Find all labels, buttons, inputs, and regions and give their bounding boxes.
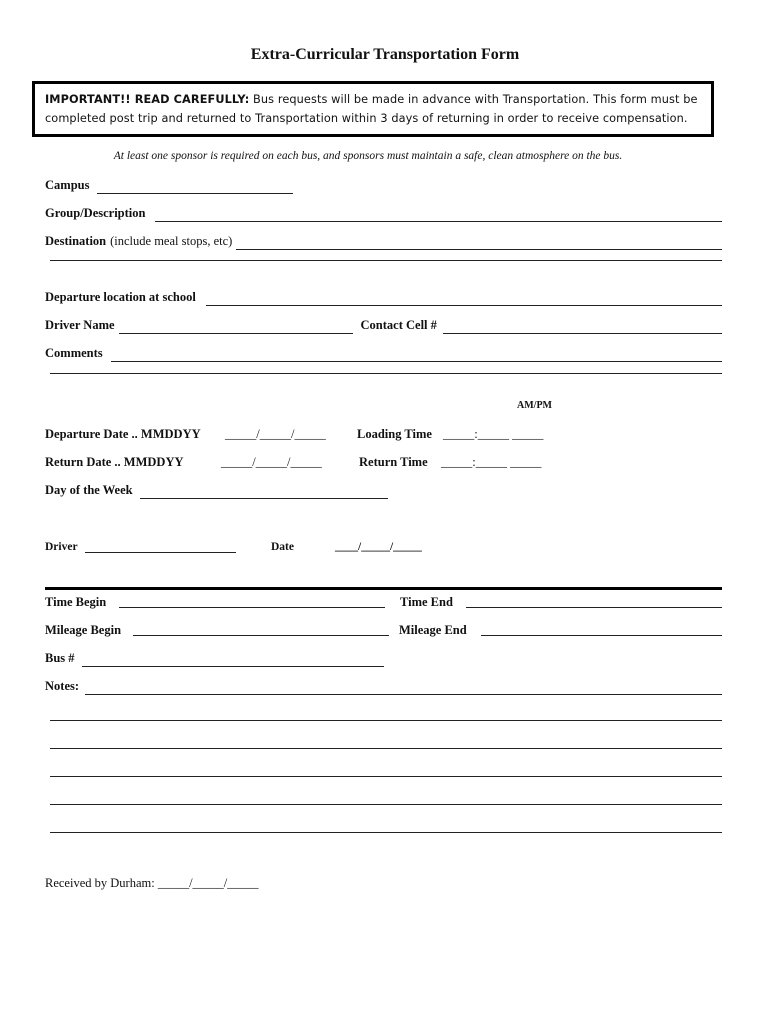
return-time-label: Return Time: [359, 455, 428, 469]
comments-row: [45, 344, 722, 362]
comments-field-2[interactable]: [50, 373, 722, 374]
mileage-row: [45, 621, 722, 639]
time-end-field[interactable]: [466, 593, 722, 608]
mileage-end-label: Mileage End: [399, 623, 467, 637]
mileage-end-field[interactable]: [481, 621, 722, 636]
destination-field-2[interactable]: [50, 260, 722, 261]
campus-field[interactable]: [97, 179, 293, 194]
bus-number-field[interactable]: [82, 652, 384, 667]
driver-contact-row: [45, 316, 722, 334]
bus-number-label: Bus #: [45, 651, 75, 665]
group-field[interactable]: [155, 207, 722, 222]
departure-location-row: [45, 288, 722, 306]
notes-line-2[interactable]: [50, 720, 722, 721]
return-date-field[interactable]: _____/_____/_____: [221, 455, 322, 469]
notes-line-6[interactable]: [50, 832, 722, 833]
comments-label: Comments: [45, 346, 103, 360]
return-date-row: [45, 453, 722, 471]
departure-location-field[interactable]: [206, 291, 722, 306]
contact-cell-field[interactable]: [443, 319, 722, 334]
notes-line-5[interactable]: [50, 804, 722, 805]
driver-label: Driver: [45, 541, 78, 553]
destination-label: Destination: [45, 234, 107, 248]
time-begin-field[interactable]: [119, 593, 385, 608]
campus-row: [45, 176, 722, 194]
important-notice-box: [32, 81, 714, 137]
received-date-field[interactable]: _____/_____/_____: [157, 876, 259, 890]
destination-note: (include meal stops, etc): [110, 234, 233, 248]
form-title: Extra-Curricular Transportation Form: [250, 46, 520, 63]
bus-row: [45, 649, 722, 667]
date-label: Date: [271, 541, 294, 553]
notice-text: Bus requests will be made in advance with Transportation. This form must be completed post trip and returned to Transportation within 3 days of returning in order to receive compensation.: [45, 93, 698, 125]
date-field[interactable]: ____/_____/_____: [335, 541, 422, 553]
mileage-begin-field[interactable]: [133, 621, 389, 636]
driver-field[interactable]: [85, 538, 236, 553]
destination-field[interactable]: [236, 235, 722, 250]
loading-time-label: Loading Time: [357, 427, 432, 441]
return-date-label: Return Date .. MMDDYY: [45, 455, 184, 469]
notes-row: [45, 677, 722, 695]
received-label: Received by Durham:: [45, 876, 155, 890]
received-row: [45, 874, 722, 892]
time-end-label: Time End: [400, 595, 453, 609]
ampm-label: AM/PM: [517, 400, 552, 411]
driver-name-label: Driver Name: [45, 318, 115, 332]
departure-date-field[interactable]: _____/_____/_____: [225, 427, 326, 441]
campus-label: Campus: [45, 178, 90, 192]
notice-heading: IMPORTANT!! READ CAREFULLY:: [45, 93, 250, 106]
mileage-begin-label: Mileage Begin: [45, 623, 122, 637]
departure-date-label: Departure Date .. MMDDYY: [45, 427, 201, 441]
notes-label: Notes:: [45, 679, 80, 693]
loading-time-field[interactable]: _____:_____ _____: [443, 427, 544, 441]
notes-field[interactable]: [85, 680, 722, 695]
departure-date-row: [45, 425, 722, 443]
day-of-week-label: Day of the Week: [45, 483, 133, 497]
group-label: Group/Description: [45, 206, 146, 220]
time-row: [45, 593, 722, 611]
comments-field[interactable]: [111, 347, 722, 362]
return-time-field[interactable]: _____:_____ _____: [441, 455, 542, 469]
contact-cell-label: Contact Cell #: [360, 318, 437, 332]
day-of-week-field[interactable]: [140, 484, 388, 499]
group-row: [45, 204, 722, 222]
day-of-week-row: [45, 481, 722, 499]
destination-row: [45, 232, 722, 250]
departure-location-label: Departure location at school: [45, 290, 196, 304]
section-divider: [45, 587, 722, 590]
notes-line-3[interactable]: [50, 748, 722, 749]
driver-date-row: [45, 538, 722, 556]
sponsor-note: At least one sponsor is required on each bus, and sponsors must maintain a safe, clean atmosphere on the bus.: [113, 150, 623, 162]
driver-name-field[interactable]: [119, 319, 353, 334]
notes-line-4[interactable]: [50, 776, 722, 777]
time-begin-label: Time Begin: [45, 595, 107, 609]
